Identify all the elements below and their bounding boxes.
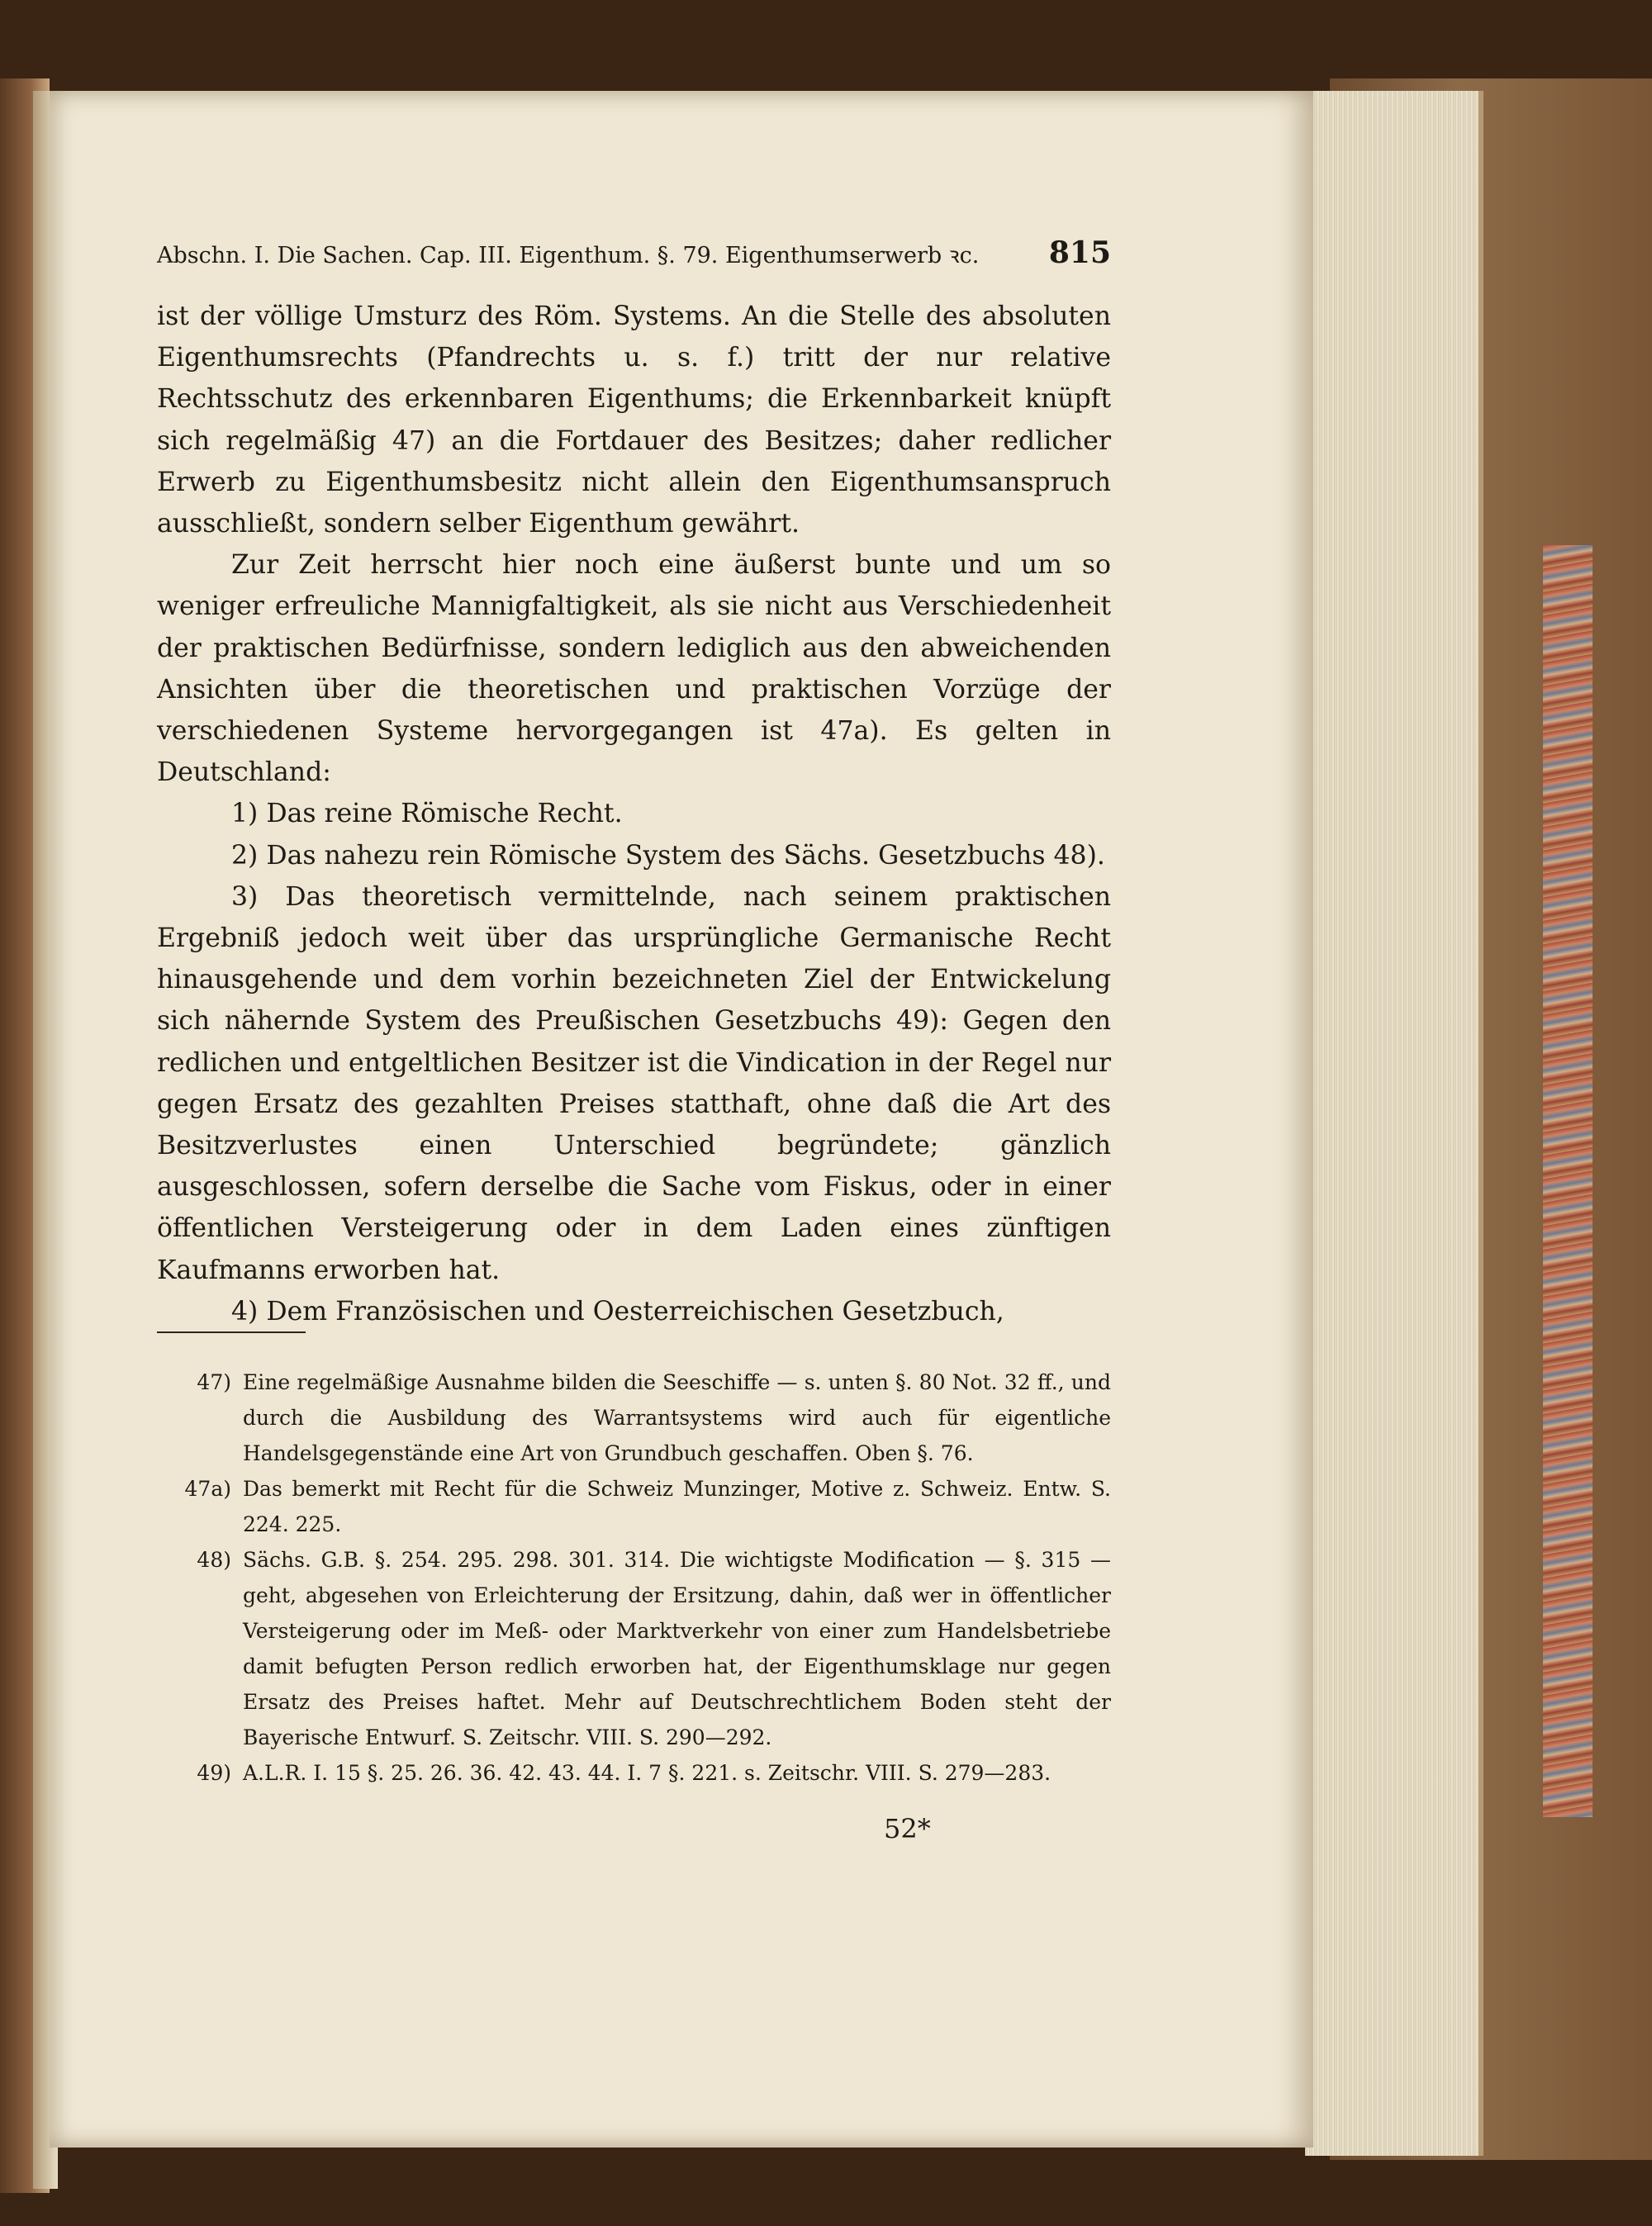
footnotes: [157, 1365, 1111, 1791]
paragraph: Zur Zeit herrscht hier noch eine äußerst bunte und um so weniger erfreuliche Mannigfaltigkeit, als sie nicht aus Verschiedenheit der praktischen Bedürfnisse, sondern lediglich aus den abweichenden Ansichten über die theoretischen und praktischen Vorzüge der verschiedenen Systeme hervorgegangen ist 47a). Es gelten in Deutschland:: [157, 550, 1111, 788]
list-item: 1) Das reine Römische Recht.: [231, 799, 623, 829]
footnote-number: 47a): [184, 1477, 231, 1501]
printer-signature: 52*: [884, 1813, 931, 1844]
footnote-divider: [157, 1331, 306, 1333]
page-number: 815: [1048, 235, 1111, 270]
footnote: [157, 1542, 1111, 1755]
list-item: 2) Das nahezu rein Römische System des Sächs. Gesetzbuchs 48).: [231, 840, 1105, 871]
footnote-number: 49): [197, 1761, 231, 1785]
running-header: [157, 235, 1111, 270]
footnote-text: A.L.R. I. 15 §. 25. 26. 36. 42. 43. 44. I. 7 §. 221. s. Zeitschr. VIII. S. 279—283.: [243, 1761, 1051, 1785]
footnote-text: Eine regelmäßige Ausnahme bilden die Seeschiffe — s. unten §. 80 Not. 32 ff., und durch die Ausbildung des Warrantsystems wird auch für eigentliche Handelsgegenstände eine Art von Grundbuch geschaffen. Oben §. 76.: [243, 1370, 1111, 1465]
footnote: [157, 1365, 1111, 1471]
list-item: 4) Dem Französischen und Oesterreichischen Gesetzbuch,: [231, 1296, 1004, 1327]
paragraph-continuation: ist der völlige Umsturz des Röm. Systems. An die Stelle des absoluten Eigenthumsrechts (Pfandrechts u. s. f.) tritt der nur relative Rechtsschutz des erkennbaren Eigenthums; die Erkennbarkeit knüpft sich regelmäßig 47) an die Fortdauer des Besitzes; daher redlicher Erwerb zu Eigenthumsbesitz nicht allein den Eigenthumsanspruch ausschließt, sondern selber Eigenthum gewährt.: [157, 301, 1111, 539]
page-edges: [1305, 91, 1483, 2156]
footnote-text: Sächs. G.B. §. 254. 295. 298. 301. 314. Die wichtigste Modification — §. 315 — geht, abgesehen von Erleichterung der Ersitzung, dahin, daß wer in öffentlicher Versteigerung oder im Meß- oder Marktverkehr von einer zum Handelsbetriebe damit befugten Person redlich erworben hat, der Eigenthumsklage nur gegen Ersatz des Preises haftet. Mehr auf Deutschrechtlichem Boden steht der Bayerische Entwurf. S. Zeitschr. VIII. S. 290—292.: [243, 1548, 1111, 1749]
footnote-text: Das bemerkt mit Recht für die Schweiz Munzinger, Motive z. Schweiz. Entw. S. 224. 225.: [243, 1477, 1111, 1536]
running-title: Abschn. I. Die Sachen. Cap. III. Eigenthum. §. 79. Eigenthumserwerb ꝛc.: [157, 243, 980, 268]
marbled-edge: [1543, 545, 1593, 1817]
main-text: [157, 296, 1111, 1332]
list-item: 3) Das theoretisch vermittelnde, nach seinem praktischen Ergebniß jedoch weit über das ursprüngliche Germanische Recht hinausgehende und dem vorhin bezeichneten Ziel der Entwickelung sich nähernde System des Preußischen Gesetzbuchs 49): Gegen den redlichen und entgeltlichen Besitzer ist die Vindication in der Regel nur gegen Ersatz des gezahlten Preises statthaft, ohne daß die Art des Besitzverlustes einen Unterschied begründete; gänzlich ausgeschlossen, sofern derselbe die Sache vom Fiskus, oder in einer öffentlichen Versteigerung oder in dem Laden eines zünftigen Kaufmanns erworben hat.: [157, 881, 1111, 1285]
footnote: [157, 1755, 1111, 1791]
footnote: [157, 1471, 1111, 1542]
footnote-number: 48): [197, 1548, 231, 1572]
footnote-number: 47): [197, 1370, 231, 1394]
